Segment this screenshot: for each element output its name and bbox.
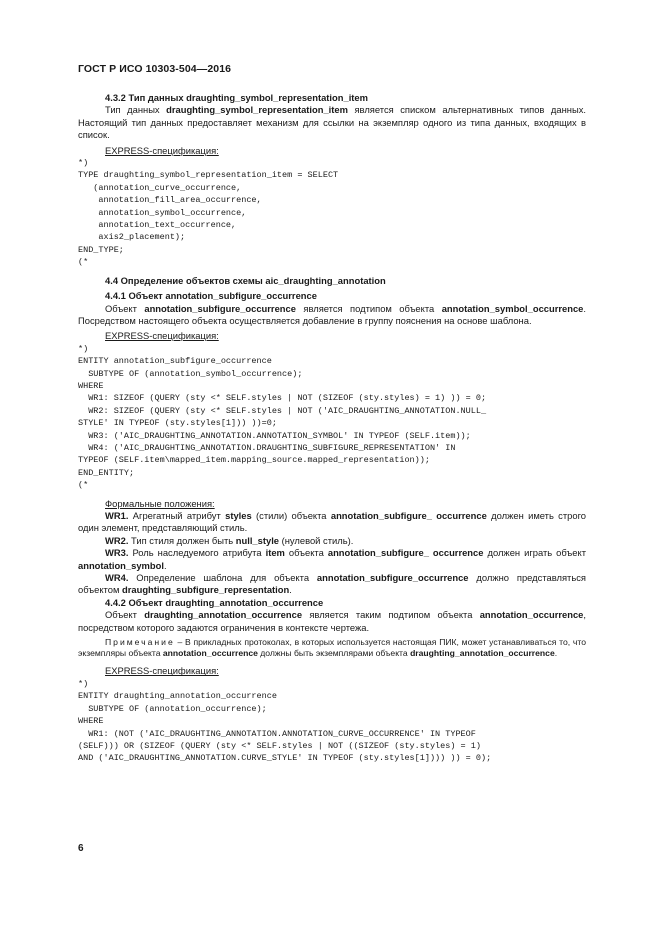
rule-wr3: WR3. Роль наследуемого атрибута item объекта annotation_subfigure_ occurrence должен играть объект annotation_symbol. [78,547,587,571]
express-label: EXPRESS-спецификация: [105,144,219,156]
express-label: EXPRESS-спецификация: [105,665,219,677]
paragraph: Объект draughting_annotation_occurrence является таким подтипом объекта annotation_occurrence, посредством которого задаются ограничения в контексте чертежа. [78,609,586,633]
code-block: *) ENTITY annotation_subfigure_occurrence SUBTYPE OF (annotation_symbol_occurrence); WHERE WR1: SIZEOF (QUERY (sty <* SELF.styles | NOT (SIZEOF (sty.styles) = 1) )) = 0; WR2: SIZEOF (QUERY (sty <* SELF.styles | NOT ('AIC_DRAUGHTING_ANNOTATION.NULL_ STYLE' IN TYPEOF (sty.styles[1])) ))=0; WR3: ('AIC_DRAUGHTING_ANNOTATION.ANNOTATION_SYMBOL' IN TYPEOF (SELF.item)); WR4: ('AIC_DRAUGHTING_ANNOTATION.DRAUGHTING_SUBFIGURE_REPRESENTATION' IN TYPEOF (SELF.item\mapped_item.mapping_source.mapped_representation)); END_ENTITY; (* [78,343,487,491]
paragraph: Тип данных draughting_symbol_representation_item является списком альтернативных типов данных. Настоящий тип данных предоставляет механизм для ссылки на экземпляр одного из типа данных, входящих в список. [78,104,586,141]
section-heading-4-4: 4.4 Определение объектов схемы aic_draughting_annotation [105,274,386,286]
rule-wr2: WR2. Тип стиля должен быть null_style (нулевой стиль). [105,534,354,546]
code-block: *) TYPE draughting_symbol_representation_item = SELECT (annotation_curve_occurrence, annotation_fill_area_occurrence, annotation_symbol_occurrence, annotation_text_occurrence, axis2_placement); END_TYPE; (* [78,158,339,268]
code-block: *) ENTITY draughting_annotation_occurrence SUBTYPE OF (annotation_occurrence); WHERE WR1: (NOT ('AIC_DRAUGHTING_ANNOTATION.ANNOTATION_CURVE_OCCURRENCE' IN TYPEOF (SELF))) OR (SIZEOF (QUERY (sty <* SELF.styles | NOT ((SIZEOF (sty.styles) = 1) AND ('AIC_DRAUGHTING_ANNOTATION.CURVE_STYLE' IN TYPEOF (sty.styles[1]))) )) = 0); [78,678,492,764]
formal-propositions-label: Формальные положения: [105,497,215,509]
section-heading-4-4-2: 4.4.2 Объект draughting_annotation_occurrence [105,596,324,608]
document-header: ГОСТ Р ИСО 10303-504—2016 [78,63,232,75]
rule-wr1: WR1. Агрегатный атрибут styles (стили) объекта annotation_subfigure_ occurrence должен иметь строго один элемент, представляющий стиль. [78,510,587,534]
document-body [78,92,586,765]
rule-wr4: WR4. Определение шаблона для объекта annotation_subfigure_occurrence должно представляться объектом draughting_subfigure_representation. [78,572,586,596]
section-heading-4-3-2: 4.3.2 Тип данных draughting_symbol_representation_item [105,92,368,103]
express-label: EXPRESS-спецификация: [105,330,219,342]
page-number: 6 [78,843,84,854]
section-heading-4-4-1: 4.4.1 Объект annotation_subfigure_occurrence [105,290,317,302]
paragraph: Объект annotation_subfigure_occurrence является подтипом объекта annotation_symbol_occurrence. Посредством настоящего объекта осуществляется добавление в группу пояснения на основе шаблона. [78,302,587,326]
note: Примечание – В прикладных протоколах, в которых используется настоящая ПИК, может устанавливаться то, что экземпляры объекта annotation_occurrence должны быть экземплярами объекта draughting_annotation_occurrence. [78,637,586,659]
